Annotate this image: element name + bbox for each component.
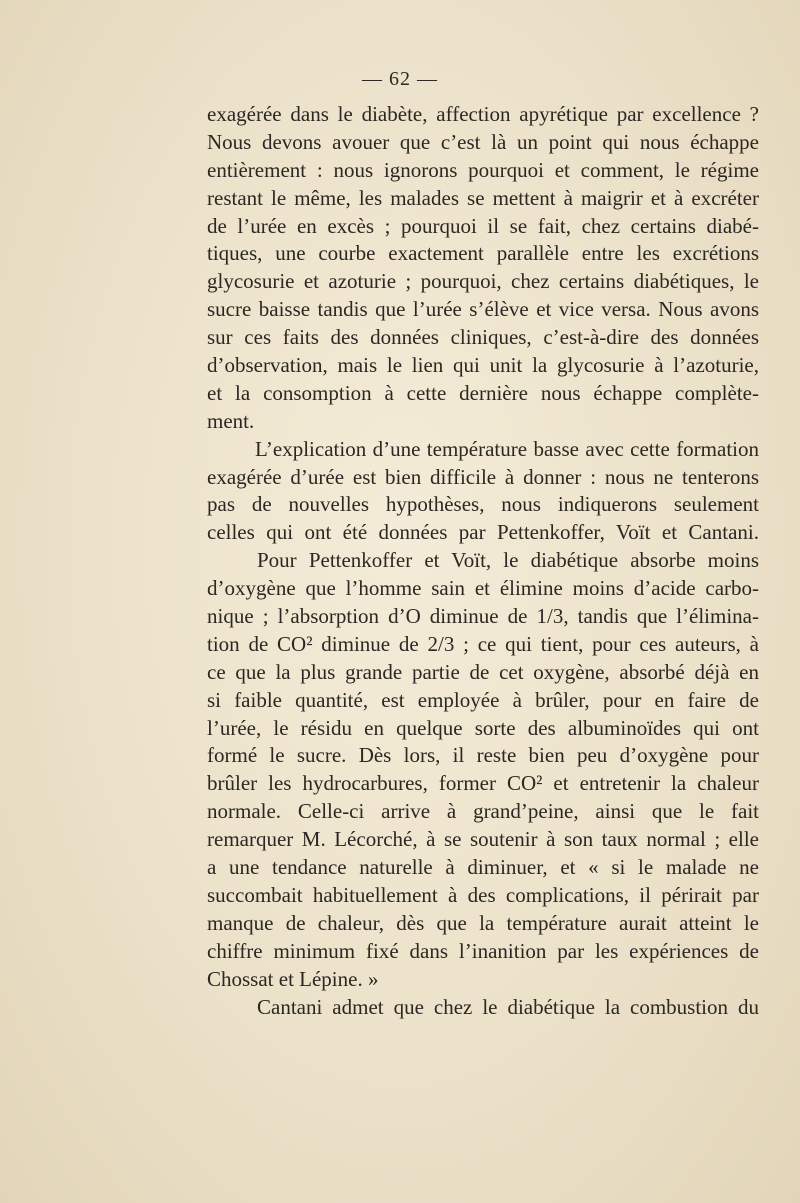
text-line: exagérée d’urée est bien difficile à donner : nous ne tenterons — [207, 464, 759, 489]
text-line: ment. — [207, 408, 255, 433]
text-line: brûler les hydrocarbures, former CO² et entretenir la chaleur — [207, 771, 759, 796]
text-line: normale. Celle-ci arrive à grand’peine, ainsi que le fait — [207, 799, 759, 824]
text-line: sucre baisse tandis que l’urée s’élève et vice versa. Nous avons — [207, 297, 759, 322]
text-line: de l’urée en excès ; pourquoi il se fait, chez certains diabé- — [207, 213, 759, 238]
text-line: Nous devons avouer que c’est là un point qui nous échappe — [207, 129, 759, 154]
text-line: pas de nouvelles hypothèses, nous indiquerons seulement — [207, 492, 759, 517]
text-line: formé le sucre. Dès lors, il reste bien peu d’oxygène pour — [207, 743, 759, 768]
text-line: Chossat et Lépine. » — [207, 966, 379, 991]
text-line: Cantani admet que chez le diabétique la combustion du — [257, 994, 759, 1019]
text-line: entièrement : nous ignorons pourquoi et comment, le régime — [207, 157, 759, 182]
text-line: d’oxygène que l’homme sain et élimine moins d’acide carbo- — [207, 576, 759, 601]
text-line: remarquer M. Lécorché, à se soutenir à son taux normal ; elle — [207, 827, 759, 852]
text-line: si faible quantité, est employée à brûler, pour en faire de — [207, 687, 759, 712]
text-line: celles qui ont été données par Pettenkoffer, Voït et Cantani. — [207, 520, 759, 545]
text-line: exagérée dans le diabète, affection apyrétique par excellence ? — [207, 102, 759, 126]
body-text — [207, 101, 759, 1021]
text-line: succombait habituellement à des complications, il périrait par — [207, 882, 759, 907]
text-line: tion de CO² diminue de 2/3 ; ce qui tient, pour ces auteurs, à — [207, 631, 759, 656]
text-line: Pour Pettenkoffer et Voït, le diabétique absorbe moins — [257, 548, 759, 573]
text-line: d’observation, mais le lien qui unit la glycosurie à l’azoturie, — [207, 353, 759, 378]
text-line: a une tendance naturelle à diminuer, et « si le malade ne — [207, 855, 759, 880]
page-number: — 62 — — [362, 68, 438, 90]
text-line: sur ces faits des données cliniques, c’est-à-dire des données — [207, 325, 759, 350]
text-line: tiques, une courbe exactement parallèle entre les excrétions — [207, 241, 759, 266]
text-line: chiffre minimum fixé dans l’inanition par les expériences de — [207, 938, 759, 963]
text-line: nique ; l’absorption d’O diminue de 1/3, tandis que l’élimina- — [207, 604, 759, 629]
text-line: L’explication d’une température basse avec cette formation — [255, 436, 759, 461]
text-line: manque de chaleur, dès que la température aurait atteint le — [207, 910, 759, 935]
text-line: ce que la plus grande partie de cet oxygène, absorbé déjà en — [207, 659, 759, 684]
text-line: et la consomption à cette dernière nous échappe complète- — [207, 380, 759, 405]
text-line: restant le même, les malades se mettent à maigrir et à excréter — [207, 185, 759, 210]
text-line: l’urée, le résidu en quelque sorte des albuminoïdes qui ont — [207, 715, 759, 740]
text-line: glycosurie et azoturie ; pourquoi, chez certains diabétiques, le — [207, 269, 759, 294]
